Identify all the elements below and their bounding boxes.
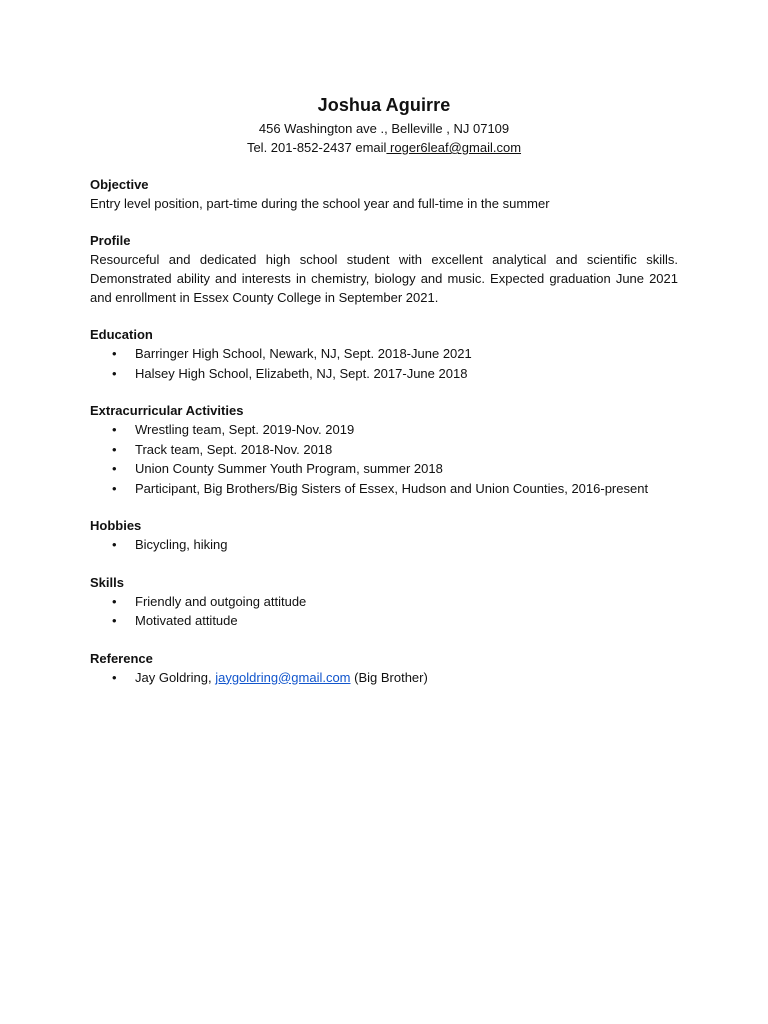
list-item-text: Union County Summer Youth Program, summer 2018 (135, 461, 443, 476)
education-list (90, 344, 678, 383)
extracurricular-title: Extracurricular Activities (90, 403, 244, 418)
list-item-text: Track team, Sept. 2018-Nov. 2018 (135, 441, 333, 457)
reference-section (90, 649, 678, 688)
list-item (90, 535, 678, 555)
candidate-address: 456 Washington ave ., Belleville , NJ 07109 (258, 121, 510, 136)
profile-section (90, 231, 678, 307)
list-item (90, 611, 678, 631)
bullet-icon: • (112, 593, 117, 609)
skills-title: Skills (90, 574, 124, 590)
education-title: Education (90, 327, 153, 342)
list-item (90, 364, 678, 384)
list-item (90, 459, 678, 479)
education-section (90, 325, 678, 383)
list-item-text: Participant, Big Brothers/Big Sisters of Essex, Hudson and Union Counties, 2016-present (135, 480, 649, 496)
bullet-icon: • (112, 346, 117, 361)
candidate-email: roger6leaf@gmail.com (386, 140, 522, 155)
list-item-text: Halsey High School, Elizabeth, NJ, Sept. 2017-June 2018 (135, 365, 468, 381)
objective-section (90, 175, 678, 213)
bullet-icon: • (112, 365, 117, 381)
objective-text: Entry level position, part-time during the school year and full-time in the summer (90, 196, 550, 211)
profile-text: Resourceful and dedicated high school student with excellent analytical and scientific skills. Demonstrated ability and interests in chemistry, biology and music. Expected graduation June 2021 and enrollment in Essex County College in September 2021. (90, 252, 678, 305)
list-item-text: Motivated attitude (135, 613, 238, 628)
hobbies-list (90, 535, 678, 555)
list-item-text: Bicycling, hiking (135, 537, 228, 552)
bullet-icon: • (112, 441, 117, 457)
list-item-text: Friendly and outgoing attitude (135, 593, 307, 609)
list-item (90, 479, 678, 499)
objective-title: Objective (90, 177, 149, 192)
list-item (90, 344, 678, 364)
bullet-icon: • (112, 537, 117, 552)
skills-section (90, 573, 678, 631)
reference-email-link[interactable]: jaygoldring@gmail.com (215, 669, 351, 685)
bullet-icon: • (112, 422, 117, 437)
reference-relation: (Big Brother) (350, 669, 428, 685)
candidate-name: Joshua Aguirre (317, 95, 451, 115)
skills-list (90, 592, 678, 631)
contact-prefix: Tel. 201-852-2437 email (246, 140, 387, 155)
reference-name: Jay Goldring, (135, 669, 216, 685)
bullet-icon: • (112, 613, 117, 628)
list-item (90, 440, 678, 460)
bullet-icon: • (112, 669, 117, 685)
bullet-icon: • (112, 480, 117, 496)
contact-line (90, 138, 678, 157)
list-item-text: Wrestling team, Sept. 2019-Nov. 2019 (135, 422, 355, 437)
list-item (90, 420, 678, 440)
list-item (90, 592, 678, 612)
resume-header (90, 93, 678, 157)
hobbies-section (90, 516, 678, 555)
profile-title: Profile (90, 233, 131, 248)
extracurricular-list (90, 420, 678, 498)
hobbies-title: Hobbies (90, 518, 142, 533)
reference-list (90, 668, 678, 688)
extracurricular-section (90, 401, 678, 498)
reference-title: Reference (90, 650, 153, 666)
bullet-icon: • (112, 461, 117, 476)
list-item-text: Barringer High School, Newark, NJ, Sept. 2018-June 2021 (135, 346, 472, 361)
list-item (90, 668, 678, 688)
